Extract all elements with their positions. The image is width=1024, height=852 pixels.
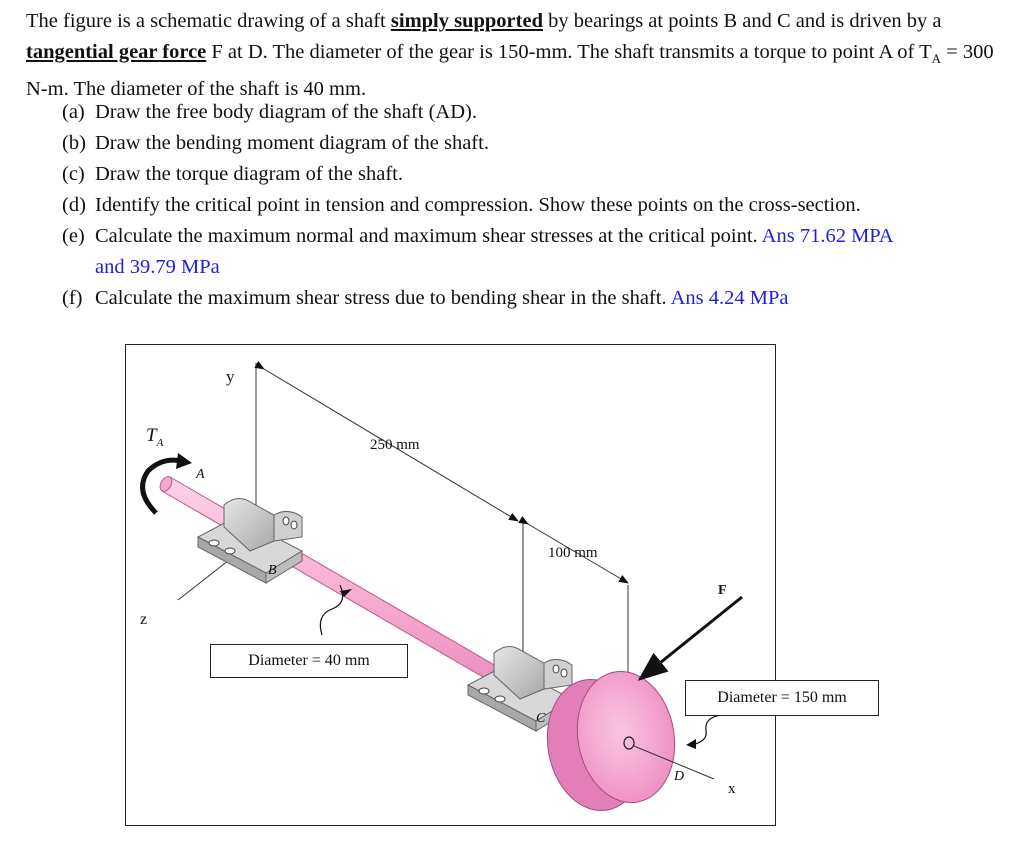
answer-text: Ans 4.24 MPa xyxy=(670,287,789,309)
intro-text-2: by bearings at points B and C and is driven by a xyxy=(548,10,942,32)
question-list xyxy=(62,97,1022,314)
force-f-arrow xyxy=(640,597,742,679)
question-text: Identify the critical point in tension and compression. Show these points on the cross-section. xyxy=(95,194,861,216)
question-label: (d) xyxy=(62,194,86,216)
question-e xyxy=(62,221,1022,252)
point-b-label: B xyxy=(268,563,277,578)
question-label: (e) xyxy=(62,225,85,247)
answer-text: Ans 71.62 MPA xyxy=(761,225,894,247)
intro-text-3: F at D. The diameter of the gear is 150-mm. The shaft transmits a torque to point A of T xyxy=(211,40,932,63)
torque-arrowhead xyxy=(176,453,192,469)
torque-subscript: A xyxy=(931,50,942,66)
question-e-continued xyxy=(62,252,1022,283)
axis-z-label: z xyxy=(140,611,148,628)
question-d xyxy=(62,190,1022,221)
shaft-figure xyxy=(125,344,847,826)
question-c xyxy=(62,159,1022,190)
question-text: Calculate the maximum normal and maximum shear stresses at the critical point. xyxy=(95,225,758,247)
dimension-250-label: 250 mm xyxy=(370,437,420,453)
question-label: (a) xyxy=(62,101,85,123)
question-f-body xyxy=(95,283,1022,314)
question-label: (b) xyxy=(62,132,86,154)
torque-label xyxy=(146,425,163,449)
point-d-label: D xyxy=(674,769,685,784)
question-b xyxy=(62,128,1022,159)
shaft-diameter-box: Diameter = 40 mm xyxy=(210,644,408,678)
question-text: Draw the bending moment diagram of the shaft. xyxy=(95,132,489,154)
torque-label-sub: A xyxy=(156,436,164,449)
axis-x-label: x xyxy=(728,781,736,797)
answer-text-continued: and 39.79 MPa xyxy=(95,256,220,278)
question-text: Draw the free body diagram of the shaft (AD). xyxy=(95,101,477,123)
intro-text-1: The figure is a schematic drawing of a shaft xyxy=(26,10,386,32)
gear-diameter-box: Diameter = 150 mm xyxy=(685,680,879,716)
question-text: Draw the torque diagram of the shaft. xyxy=(95,163,403,185)
axis-y-label: y xyxy=(226,367,235,386)
point-c-label: C xyxy=(536,711,546,726)
emphasis-simply-supported: simply supported xyxy=(390,10,543,32)
question-text: Calculate the maximum shear stress due to bending shear in the shaft. xyxy=(95,287,667,309)
problem-statement xyxy=(26,6,1016,105)
question-label: (f) xyxy=(62,287,83,309)
force-f-label: F xyxy=(718,583,727,598)
emphasis-tangential-gear-force: tangential gear force xyxy=(26,40,207,63)
gear-diameter-leader xyxy=(692,715,722,745)
torque-label-letter: T xyxy=(146,425,157,446)
point-a-label: A xyxy=(196,467,205,482)
question-e-body xyxy=(95,221,1022,252)
gear-diameter-leader-head xyxy=(686,739,696,749)
question-f xyxy=(62,283,1022,314)
dimension-100-label: 100 mm xyxy=(548,545,598,561)
intro-text-4: = 300 N-m. The diameter of the shaft is 40 mm. xyxy=(26,40,994,101)
question-label-spacer xyxy=(62,252,95,283)
question-a xyxy=(62,97,1022,128)
question-label: (c) xyxy=(62,163,85,185)
shaft-schematic xyxy=(126,345,777,827)
